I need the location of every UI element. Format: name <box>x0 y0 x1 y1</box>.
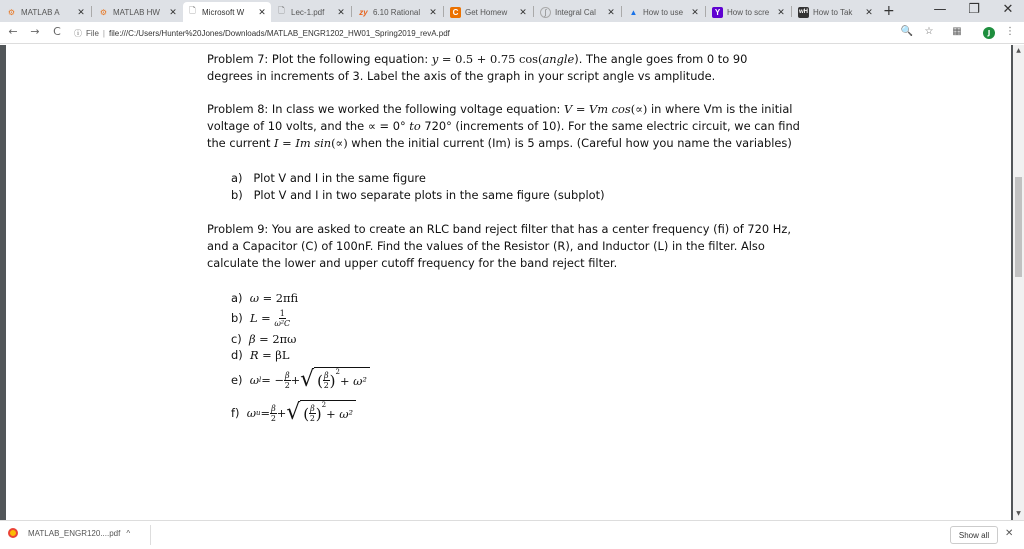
pdf-page <box>6 45 1011 520</box>
tab-label: Get Homew <box>465 7 508 17</box>
problem-8-line-3: the current I = Im sin(∝) when the initial current (Im) is 5 amps. (Careful how you name the variables) <box>207 136 792 150</box>
scroll-down-icon[interactable]: ▼ <box>1016 510 1021 517</box>
close-icon[interactable]: ✕ <box>258 6 266 17</box>
fraction: $\frac{\beta}{2}$ <box>284 370 290 390</box>
close-icon[interactable]: ✕ <box>777 6 785 17</box>
formula-c: c) β = 2πω <box>231 332 297 346</box>
close-icon[interactable]: ✕ <box>77 6 85 17</box>
tab-microsoft-word[interactable] <box>183 2 271 22</box>
url-text[interactable]: file:///C:/Users/Hunter%20Jones/Downloads/MATLAB_ENGR1202_HW01_Spring2019_revA.pdf <box>108 28 450 38</box>
download-filename: MATLAB_ENGR120....pdf <box>28 528 121 538</box>
document-icon: 🗋 <box>189 6 196 15</box>
tab-divider <box>443 6 444 17</box>
close-icon[interactable]: ✕ <box>169 6 177 17</box>
restore-button[interactable]: ❐ <box>968 2 980 17</box>
tab-label: Integral Cal <box>555 7 596 17</box>
url-separator: | <box>102 28 105 38</box>
tab-lec-pdf[interactable] <box>272 2 350 22</box>
chevron-up-icon[interactable]: ^ <box>126 528 131 538</box>
list-item: a) Plot V and I in the same figure <box>231 171 426 185</box>
formula-b: b) L = $\frac{1}{\text{ω²C}}$ <box>231 309 291 328</box>
tab-divider <box>791 6 792 17</box>
matlab-icon: ⚙ <box>99 7 108 17</box>
formula-e: e) ω l = − $\frac{\beta}{2}$ + √ ( $\frac{\beta}{2}$ ) $^2$ + ω² <box>231 367 370 393</box>
tab-divider <box>705 6 706 17</box>
tab-zybooks[interactable] <box>354 2 442 22</box>
problem-8-line-1: Problem 8: In class we worked the following voltage equation: V = Vm cos(∝) in where Vm is the initial <box>207 102 793 116</box>
integral-icon: ∫ <box>540 7 551 18</box>
wikihow-icon: wH <box>798 7 809 18</box>
tab-divider <box>351 6 352 17</box>
close-icon[interactable]: ✕ <box>865 6 873 17</box>
tab-label: MATLAB HW <box>113 7 160 17</box>
close-icon[interactable]: ✕ <box>337 6 345 17</box>
problem-9-line-2: and a Capacitor (C) of 100nF. Find the values of the Resistor (R), and Inductor (L) in the filter. Also <box>207 239 765 253</box>
scrollbar-thumb[interactable] <box>1015 177 1022 277</box>
show-all-button[interactable]: Show all <box>950 526 998 544</box>
problem-8-line-2: voltage of 10 volts, and the ∝ = 0° to 720° (increments of 10). For the same electric circuit, we can find <box>207 119 800 133</box>
back-button[interactable]: ← <box>8 25 18 38</box>
extension-icon[interactable]: ▦ <box>952 26 962 37</box>
download-bar <box>0 520 1024 549</box>
tab-divider <box>91 6 92 17</box>
tab-label: 6.10 Rational <box>373 7 421 17</box>
close-icon[interactable]: ✕ <box>1005 528 1014 539</box>
tab-matlab-a[interactable] <box>2 2 90 22</box>
drive-icon: ▲ <box>629 7 638 17</box>
close-icon[interactable]: ✕ <box>429 6 437 17</box>
tab-label: How to scre <box>727 7 770 17</box>
problem-9-line-3: calculate the lower and upper cutoff frequency for the band reject filter. <box>207 256 618 270</box>
tab-how-to-screenshot[interactable] <box>708 2 790 22</box>
formula-f: f) ω u = $\frac{\beta}{2}$ + √ ( $\frac{\beta}{2}$ ) $^2$ + ω² <box>231 400 356 426</box>
problem-9-line-1: Problem 9: You are asked to create an RLC band reject filter that has a center frequency (fi) of 720 Hz, <box>207 222 791 236</box>
yahoo-icon: Y <box>712 7 723 18</box>
fraction: $\frac{\beta}{2}$ <box>270 403 276 423</box>
pdf-viewer <box>0 45 1024 520</box>
formula-d: d) R = βL <box>231 348 290 362</box>
tab-chegg[interactable] <box>446 2 532 22</box>
close-window-button[interactable]: ✕ <box>1002 2 1014 17</box>
scroll-up-icon[interactable]: ▲ <box>1016 47 1021 54</box>
tab-divider <box>533 6 534 17</box>
browser-toolbar <box>0 22 1024 44</box>
minimize-button[interactable]: — <box>933 2 947 17</box>
tab-label: MATLAB A <box>21 7 60 17</box>
star-icon[interactable]: ☆ <box>924 26 934 37</box>
new-tab-button[interactable]: + <box>883 3 895 19</box>
problem-7-line-1: Problem 7: Plot the following equation: y = 0.5 + 0.75 cos(angle). The angle goes from 0 to 90 <box>207 52 748 66</box>
close-icon[interactable]: ✕ <box>519 6 527 17</box>
tab-label: How to use <box>643 7 684 17</box>
tab-label: How to Tak <box>813 7 853 17</box>
tab-label: Microsoft W <box>202 7 245 17</box>
reload-button[interactable]: C <box>53 25 61 38</box>
address-bar[interactable] <box>74 25 940 41</box>
chegg-icon: C <box>450 7 461 18</box>
tab-label: Lec-1.pdf <box>291 7 325 17</box>
tab-how-to-take[interactable] <box>794 2 878 22</box>
zoom-icon[interactable]: 🔍 <box>900 26 914 37</box>
zybooks-icon: zy <box>359 7 368 17</box>
forward-button[interactable]: → <box>30 25 40 38</box>
square-root: √ ( $\frac{\beta}{2}$ ) $^2$ + ω² <box>300 367 370 393</box>
tab-divider <box>621 6 622 17</box>
close-icon[interactable]: ✕ <box>691 6 699 17</box>
tab-matlab-hw[interactable] <box>94 2 182 22</box>
avatar[interactable]: J <box>983 27 995 39</box>
matlab-icon: ⚙ <box>7 7 16 17</box>
formula-a: a) ω = 2πfi <box>231 291 299 305</box>
tab-integral-calculator[interactable] <box>536 2 620 22</box>
url-scheme: File <box>86 28 99 38</box>
document-icon: 🗋 <box>278 6 285 15</box>
vertical-scrollbar[interactable] <box>1013 45 1024 520</box>
divider <box>150 525 151 545</box>
download-item[interactable] <box>8 528 130 538</box>
problem-7-line-2: degrees in increments of 3. Label the axis of the graph in your script angle vs amplitude. <box>207 69 716 83</box>
info-icon[interactable]: ⓘ <box>74 28 82 38</box>
tab-how-to-use[interactable] <box>624 2 704 22</box>
menu-icon[interactable]: ⋮ <box>1005 26 1015 37</box>
tab-strip <box>0 0 1024 22</box>
list-item: b) Plot V and I in two separate plots in the same figure (subplot) <box>231 188 605 202</box>
close-icon[interactable]: ✕ <box>607 6 615 17</box>
square-root: √ ( $\frac{\beta}{2}$ ) $^2$ + ω² <box>286 400 356 426</box>
chrome-file-icon <box>8 528 18 538</box>
fraction: $\frac{1}{\text{ω²C}}$ <box>274 309 291 328</box>
